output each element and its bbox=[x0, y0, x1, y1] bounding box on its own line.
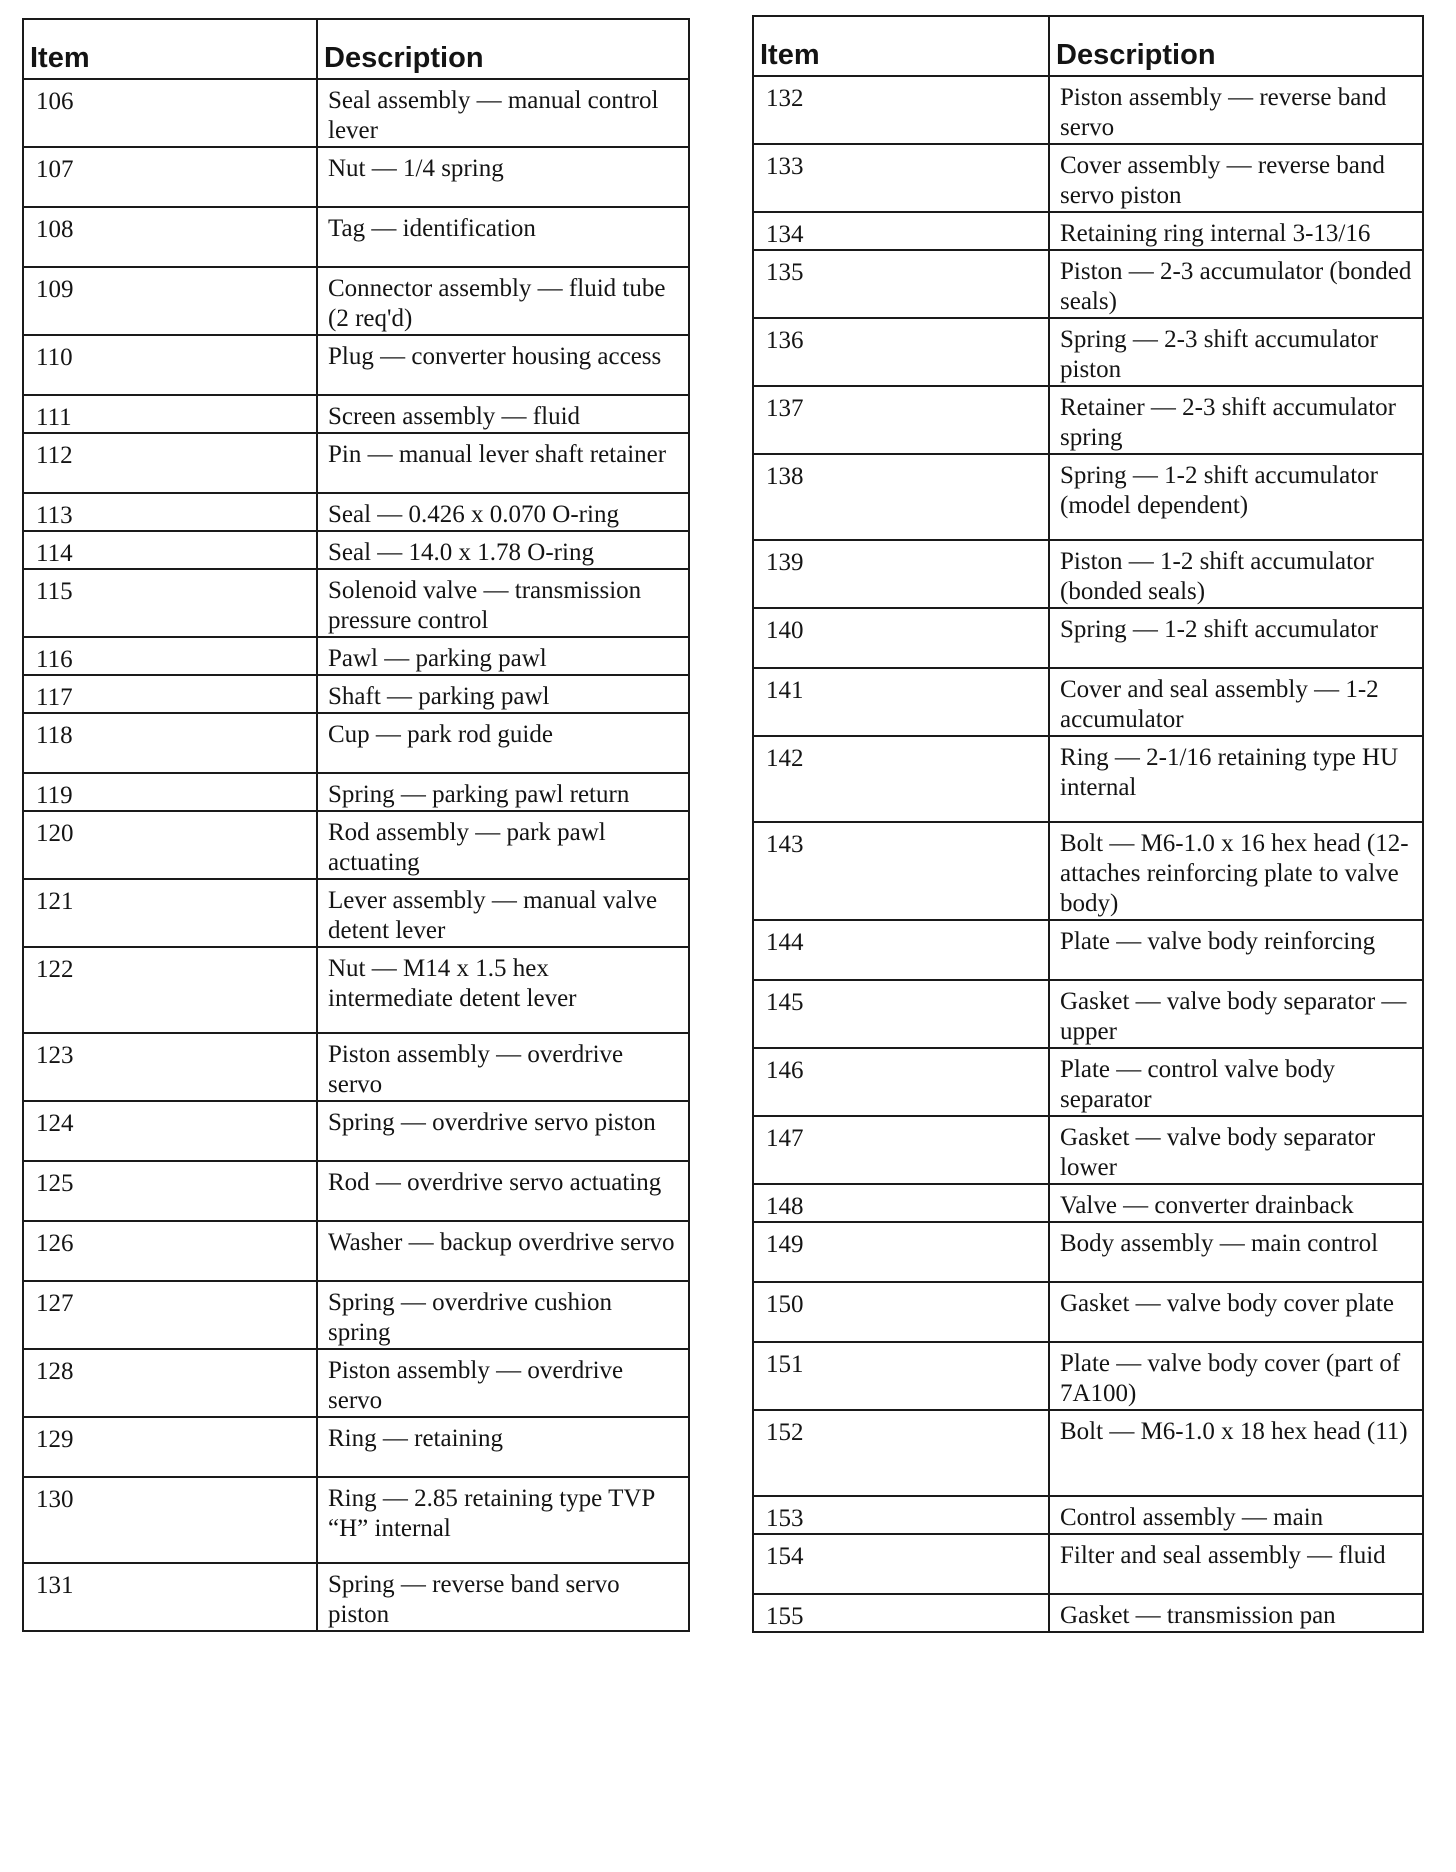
item-description: Seal — 0.426 x 0.070 O-ring bbox=[317, 493, 689, 531]
item-number: 150 bbox=[753, 1282, 1049, 1342]
item-description: Piston assembly — reverse band servo bbox=[1049, 76, 1423, 144]
item-description: Cover assembly — reverse band servo piston bbox=[1049, 144, 1423, 212]
item-number: 117 bbox=[23, 675, 317, 713]
item-description: Tag — identification bbox=[317, 207, 689, 267]
item-number: 114 bbox=[23, 531, 317, 569]
item-description: Seal assembly — manual control lever bbox=[317, 79, 689, 147]
table-row bbox=[753, 1594, 1423, 1632]
item-number: 116 bbox=[23, 637, 317, 675]
table-row bbox=[753, 1222, 1423, 1282]
item-number: 131 bbox=[23, 1563, 317, 1631]
item-description: Bolt — M6-1.0 x 18 hex head (11) bbox=[1049, 1410, 1423, 1496]
item-description: Spring — overdrive cushion spring bbox=[317, 1281, 689, 1349]
item-number: 121 bbox=[23, 879, 317, 947]
item-column-header: Item bbox=[753, 16, 1049, 76]
table-row bbox=[23, 147, 689, 207]
table-row bbox=[753, 920, 1423, 980]
item-number: 144 bbox=[753, 920, 1049, 980]
item-description: Ring — retaining bbox=[317, 1417, 689, 1477]
table-row bbox=[23, 1563, 689, 1631]
parts-table-body bbox=[23, 79, 689, 1631]
table-row bbox=[23, 433, 689, 493]
item-number: 127 bbox=[23, 1281, 317, 1349]
table-row bbox=[23, 947, 689, 1033]
table-row bbox=[23, 1221, 689, 1281]
table-row bbox=[753, 822, 1423, 920]
item-number: 154 bbox=[753, 1534, 1049, 1594]
item-number: 149 bbox=[753, 1222, 1049, 1282]
item-description: Spring — parking pawl return bbox=[317, 773, 689, 811]
item-number: 106 bbox=[23, 79, 317, 147]
table-row bbox=[753, 540, 1423, 608]
item-description: Plate — valve body cover (part of 7A100) bbox=[1049, 1342, 1423, 1410]
table-row bbox=[753, 1534, 1423, 1594]
item-number: 145 bbox=[753, 980, 1049, 1048]
table-row bbox=[23, 1101, 689, 1161]
item-number: 110 bbox=[23, 335, 317, 395]
item-number: 128 bbox=[23, 1349, 317, 1417]
table-row bbox=[753, 1048, 1423, 1116]
item-description: Spring — 1-2 shift accumulator bbox=[1049, 608, 1423, 668]
item-description: Washer — backup overdrive servo bbox=[317, 1221, 689, 1281]
item-description: Spring — 1-2 shift accumulator (model dependent) bbox=[1049, 454, 1423, 540]
item-description: Plate — valve body reinforcing bbox=[1049, 920, 1423, 980]
item-description: Pin — manual lever shaft retainer bbox=[317, 433, 689, 493]
item-description: Spring — overdrive servo piston bbox=[317, 1101, 689, 1161]
table-row bbox=[753, 668, 1423, 736]
item-description: Cup — park rod guide bbox=[317, 713, 689, 773]
table-row bbox=[753, 144, 1423, 212]
item-number: 146 bbox=[753, 1048, 1049, 1116]
item-description: Spring — reverse band servo piston bbox=[317, 1563, 689, 1631]
item-number: 155 bbox=[753, 1594, 1049, 1632]
table-row bbox=[23, 1033, 689, 1101]
item-description: Cover and seal assembly — 1-2 accumulator bbox=[1049, 668, 1423, 736]
item-description: Valve — converter drainback bbox=[1049, 1184, 1423, 1222]
item-description: Pawl — parking pawl bbox=[317, 637, 689, 675]
table-row bbox=[753, 76, 1423, 144]
table-row bbox=[753, 980, 1423, 1048]
item-number: 153 bbox=[753, 1496, 1049, 1534]
item-description: Rod — overdrive servo actuating bbox=[317, 1161, 689, 1221]
table-row bbox=[23, 569, 689, 637]
table-row bbox=[753, 736, 1423, 822]
item-description: Nut — M14 x 1.5 hex intermediate detent lever bbox=[317, 947, 689, 1033]
table-row bbox=[753, 318, 1423, 386]
table-row bbox=[753, 1184, 1423, 1222]
item-number: 151 bbox=[753, 1342, 1049, 1410]
item-number: 113 bbox=[23, 493, 317, 531]
item-description: Seal — 14.0 x 1.78 O-ring bbox=[317, 531, 689, 569]
item-description: Retaining ring internal 3-13/16 bbox=[1049, 212, 1423, 250]
item-number: 112 bbox=[23, 433, 317, 493]
item-number: 129 bbox=[23, 1417, 317, 1477]
item-number: 152 bbox=[753, 1410, 1049, 1496]
item-description: Rod assembly — park pawl actuating bbox=[317, 811, 689, 879]
item-number: 136 bbox=[753, 318, 1049, 386]
item-description: Piston — 2-3 accumulator (bonded seals) bbox=[1049, 250, 1423, 318]
item-number: 143 bbox=[753, 822, 1049, 920]
item-description: Ring — 2.85 retaining type TVP “H” internal bbox=[317, 1477, 689, 1563]
table-row bbox=[23, 335, 689, 395]
item-description: Solenoid valve — transmission pressure control bbox=[317, 569, 689, 637]
item-description: Retainer — 2-3 shift accumulator spring bbox=[1049, 386, 1423, 454]
item-number: 126 bbox=[23, 1221, 317, 1281]
header-row bbox=[753, 16, 1423, 76]
parts-table-right bbox=[752, 15, 1424, 1633]
item-number: 148 bbox=[753, 1184, 1049, 1222]
item-number: 133 bbox=[753, 144, 1049, 212]
table-row bbox=[753, 1282, 1423, 1342]
item-description: Screen assembly — fluid bbox=[317, 395, 689, 433]
table-row bbox=[23, 207, 689, 267]
item-description: Lever assembly — manual valve detent lever bbox=[317, 879, 689, 947]
item-description: Piston assembly — overdrive servo bbox=[317, 1033, 689, 1101]
item-number: 140 bbox=[753, 608, 1049, 668]
table-row bbox=[753, 454, 1423, 540]
item-number: 132 bbox=[753, 76, 1049, 144]
item-number: 107 bbox=[23, 147, 317, 207]
table-row bbox=[23, 1161, 689, 1221]
item-number: 124 bbox=[23, 1101, 317, 1161]
item-description: Connector assembly — fluid tube (2 req'd) bbox=[317, 267, 689, 335]
table-row bbox=[23, 267, 689, 335]
item-description: Shaft — parking pawl bbox=[317, 675, 689, 713]
table-row bbox=[23, 493, 689, 531]
item-description: Filter and seal assembly — fluid bbox=[1049, 1534, 1423, 1594]
item-number: 115 bbox=[23, 569, 317, 637]
item-description: Piston — 1-2 shift accumulator (bonded seals) bbox=[1049, 540, 1423, 608]
item-description: Plate — control valve body separator bbox=[1049, 1048, 1423, 1116]
item-number: 119 bbox=[23, 773, 317, 811]
item-description: Nut — 1/4 spring bbox=[317, 147, 689, 207]
table-row bbox=[23, 531, 689, 569]
table-row bbox=[23, 1281, 689, 1349]
item-description: Bolt — M6-1.0 x 16 hex head (12-attaches reinforcing plate to valve body) bbox=[1049, 822, 1423, 920]
item-number: 109 bbox=[23, 267, 317, 335]
table-row bbox=[23, 811, 689, 879]
item-description: Ring — 2-1/16 retaining type HU internal bbox=[1049, 736, 1423, 822]
table-row bbox=[753, 1410, 1423, 1496]
table-row bbox=[23, 1417, 689, 1477]
item-description: Gasket — valve body separator lower bbox=[1049, 1116, 1423, 1184]
parts-table-left bbox=[22, 18, 690, 1632]
table-row bbox=[753, 386, 1423, 454]
item-number: 141 bbox=[753, 668, 1049, 736]
item-number: 138 bbox=[753, 454, 1049, 540]
header-row bbox=[23, 19, 689, 79]
item-number: 134 bbox=[753, 212, 1049, 250]
item-description: Plug — converter housing access bbox=[317, 335, 689, 395]
item-description: Gasket — valve body cover plate bbox=[1049, 1282, 1423, 1342]
item-number: 137 bbox=[753, 386, 1049, 454]
table-row bbox=[753, 1496, 1423, 1534]
item-number: 139 bbox=[753, 540, 1049, 608]
table-row bbox=[23, 713, 689, 773]
table-row bbox=[23, 637, 689, 675]
table-row bbox=[23, 773, 689, 811]
table-row bbox=[23, 675, 689, 713]
item-number: 147 bbox=[753, 1116, 1049, 1184]
item-description: Spring — 2-3 shift accumulator piston bbox=[1049, 318, 1423, 386]
table-row bbox=[753, 608, 1423, 668]
item-number: 118 bbox=[23, 713, 317, 773]
item-description: Control assembly — main bbox=[1049, 1496, 1423, 1534]
item-description: Piston assembly — overdrive servo bbox=[317, 1349, 689, 1417]
parts-table-body bbox=[753, 76, 1423, 1632]
item-description: Body assembly — main control bbox=[1049, 1222, 1423, 1282]
table-row bbox=[23, 1349, 689, 1417]
item-description: Gasket — valve body separator — upper bbox=[1049, 980, 1423, 1048]
table-row bbox=[753, 1116, 1423, 1184]
table-row bbox=[23, 395, 689, 433]
item-description: Gasket — transmission pan bbox=[1049, 1594, 1423, 1632]
table-row bbox=[23, 879, 689, 947]
table-row bbox=[753, 250, 1423, 318]
item-number: 130 bbox=[23, 1477, 317, 1563]
table-row bbox=[23, 1477, 689, 1563]
item-number: 125 bbox=[23, 1161, 317, 1221]
item-number: 120 bbox=[23, 811, 317, 879]
item-number: 122 bbox=[23, 947, 317, 1033]
table-row bbox=[753, 212, 1423, 250]
item-number: 135 bbox=[753, 250, 1049, 318]
item-number: 108 bbox=[23, 207, 317, 267]
description-column-header: Description bbox=[317, 19, 689, 79]
item-number: 111 bbox=[23, 395, 317, 433]
item-column-header: Item bbox=[23, 19, 317, 79]
description-column-header: Description bbox=[1049, 16, 1423, 76]
item-number: 123 bbox=[23, 1033, 317, 1101]
table-row bbox=[753, 1342, 1423, 1410]
table-row bbox=[23, 79, 689, 147]
item-number: 142 bbox=[753, 736, 1049, 822]
